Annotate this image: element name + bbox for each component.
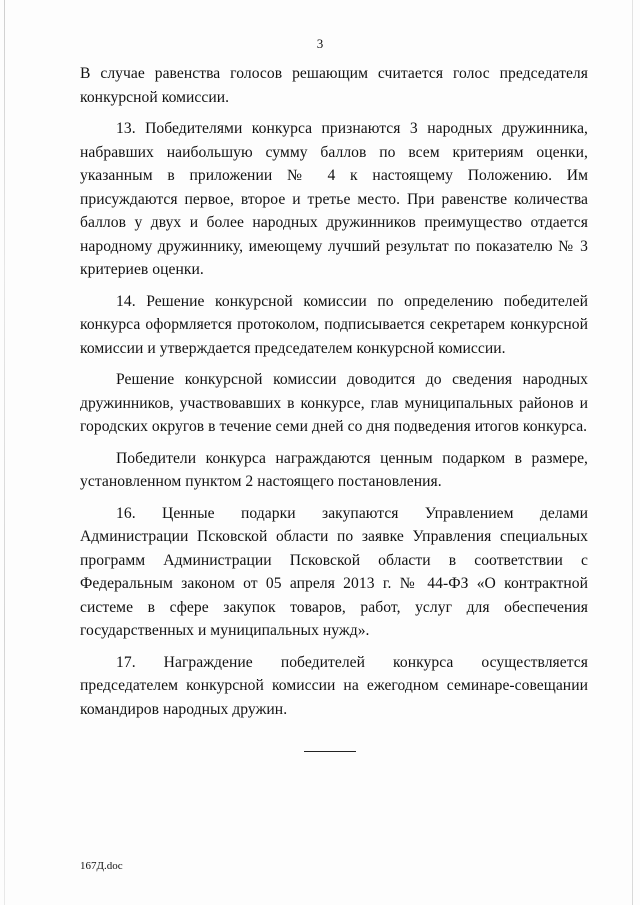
paragraph-14-decision: 14. Решение конкурсной комиссии по определению победителей конкурса оформляется протоколом, подписывается секретарем конкурсной комиссии и утверждается председателем конкурсной комиссии. — [80, 292, 588, 357]
paragraph-winners-award: Победители конкурса награждаются ценным подарком в размере, установленном пунктом 2 настоящего постановления. — [80, 449, 588, 490]
page-number: 3 — [316, 36, 324, 51]
footer-filename: 167Д.doc — [80, 860, 123, 872]
paragraph-tie-vote: В случае равенства голосов решающим считается голос председателя конкурсной комиссии. — [80, 65, 588, 106]
paragraph-decision-notice: Решение конкурсной комиссии доводится до сведения народных дружинников, участвовавших в конкурсе, глав муниципальных районов и городских округов в течение семи дней со дня подведения итогов конкурса. — [80, 371, 588, 435]
closing-rule — [304, 751, 356, 752]
scan-edge-left — [4, 0, 5, 905]
document-body — [80, 62, 588, 729]
paragraph-13-winners: 13. Победителями конкурса признаются 3 народных дружинника, набравших наибольшую сумму баллов по всем критериям оценки, указанным в приложении № 4 к настоящему Положению. Им присуждаются первое, второе и третье место. При равенстве количества баллов у двух и более народных дружинников преимущество отдается народному дружиннику, имеющему лучший результат по показателю № 3 критериев оценки. — [80, 120, 588, 278]
paragraph-17-ceremony: 17. Награждение победителей конкурса осуществляется председателем конкурсной комиссии на ежегодном семинаре-совещании командиров народных дружин. — [80, 653, 588, 718]
scan-edge-right — [632, 0, 633, 905]
paragraph-16-gifts: 16. Ценные подарки закупаются Управлением делами Администрации Псковской области по заявке Управления специальных программ Администрации Псковской области в соответствии с Федеральным законом от 05 апреля 2013 г. № 44-ФЗ «О контрактной системе в сфере закупок товаров, работ, услуг для обеспечения государственных и муниципальных нужд». — [80, 504, 588, 639]
